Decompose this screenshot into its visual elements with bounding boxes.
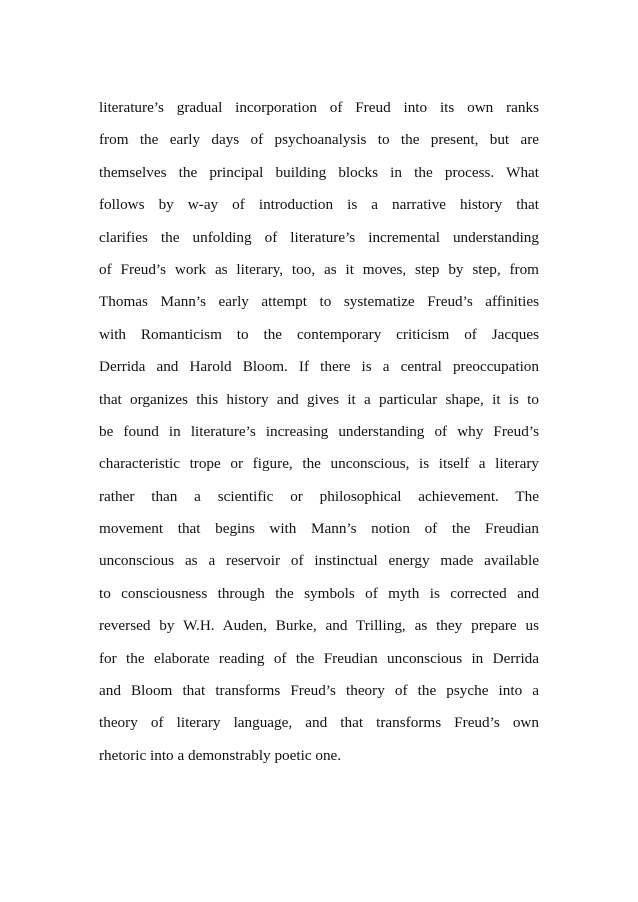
text-line-1: literature’s gradual incorporation of Freud into its own ranks <box>99 99 539 116</box>
text-line-17: reversed by W.H. Auden, Burke, and Trilling, as they prepare us <box>99 617 539 635</box>
text-line-9: Derrida and Harold Bloom. If there is a central preoccupation <box>99 358 539 376</box>
text-line-11: be found in literature’s increasing understanding of why Freud’s <box>99 422 539 440</box>
text-line-14: movement that begins with Mann’s notion of the Freudian <box>99 520 539 538</box>
text-line-8: with Romanticism to the contemporary criticism of Jacques <box>99 325 539 343</box>
text-line-5: clarifies the unfolding of literature’s incremental understanding <box>99 228 539 246</box>
text-line-21: rhetoric into a demonstrably poetic one. <box>99 746 342 764</box>
text-line-7: Thomas Mann’s early attempt to systematize Freud’s affinities <box>99 293 539 311</box>
text-line-2: from the early days of psychoanalysis to the present, but are <box>99 131 539 149</box>
text-line-16: to consciousness through the symbols of myth is corrected and <box>99 584 539 602</box>
body-paragraph <box>99 92 539 772</box>
text-line-12: characteristic trope or figure, the unconscious, is itself a literary <box>99 455 539 473</box>
text-line-20: theory of literary language, and that transforms Freud’s own <box>99 714 539 732</box>
text-line-10: that organizes this history and gives it a particular shape, it is to <box>99 390 539 408</box>
text-line-4: follows by w-ay of introduction is a narrative history that <box>99 196 539 214</box>
text-line-15: unconscious as a reservoir of instinctual energy made available <box>99 552 539 570</box>
text-line-6: of Freud’s work as literary, too, as it moves, step by step, from <box>99 260 539 278</box>
text-line-18: for the elaborate reading of the Freudian unconscious in Derrida <box>99 649 539 667</box>
text-line-13: rather than a scientific or philosophical achievement. The <box>99 487 539 505</box>
text-line-19: and Bloom that transforms Freud’s theory of the psyche into a <box>99 682 539 700</box>
text-line-3: themselves the principal building blocks in the process. What <box>99 163 539 181</box>
